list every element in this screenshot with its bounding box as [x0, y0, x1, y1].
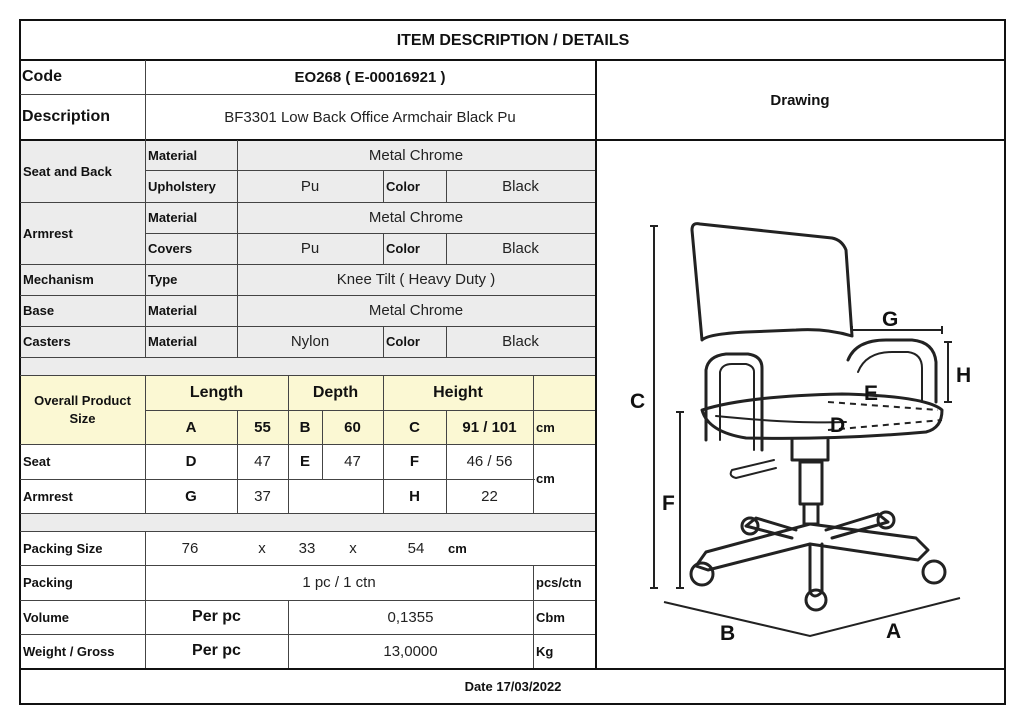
- length-header: Length: [189, 384, 244, 401]
- dim-c-value: 91 / 101: [462, 418, 517, 436]
- base-material-label: Material: [148, 303, 198, 318]
- armrest-color: Black: [502, 240, 539, 257]
- dim-label-a: A: [886, 620, 902, 643]
- dim-label-b: B: [720, 622, 736, 645]
- weight-label: Weight / Gross: [23, 643, 115, 659]
- packing-length: 76: [181, 539, 199, 557]
- packing-size-label: Packing Size: [23, 540, 103, 556]
- packing-size-unit: cm: [448, 540, 467, 556]
- page-title: ITEM DESCRIPTION / DETAILS: [396, 31, 630, 49]
- seat-front-edge: [716, 416, 846, 422]
- casters-color-label: Color: [386, 334, 420, 349]
- star-base-arms: [696, 524, 928, 570]
- packing-unit: pcs/ctn: [536, 575, 582, 590]
- description-label: Description: [22, 108, 111, 125]
- mechanism-type-label: Type: [148, 272, 178, 287]
- dim-h-letter: H: [409, 487, 420, 505]
- dim-g-letter: G: [185, 487, 197, 505]
- dim-label-g: G: [882, 308, 899, 331]
- base-material: Metal Chrome: [368, 302, 464, 319]
- armrest-covers: Pu: [300, 240, 320, 257]
- backrest-outline: [692, 224, 852, 340]
- volume-per: Per pc: [192, 608, 241, 625]
- casters-material-label: Material: [148, 334, 198, 349]
- gas-lift: [800, 462, 822, 504]
- armrest-size-label: Armrest: [23, 488, 73, 504]
- packing-width: 33: [298, 539, 316, 557]
- packing-label: Packing: [23, 575, 73, 590]
- casters-color: Black: [502, 333, 539, 350]
- dim-c-letter: C: [409, 418, 420, 436]
- overall-unit: cm: [536, 419, 555, 435]
- height-header: Height: [433, 384, 483, 401]
- mechanism-type: Knee Tilt ( Heavy Duty ): [336, 271, 496, 288]
- code-label: Code: [22, 68, 62, 85]
- casters-label: Casters: [23, 334, 71, 349]
- armrest-covers-label: Covers: [148, 241, 193, 256]
- mechanism-label: Mechanism: [23, 272, 94, 287]
- armrest-material: Metal Chrome: [368, 209, 464, 226]
- dim-g-value: 37: [254, 487, 271, 505]
- seat-back-label: Seat and Back: [23, 163, 112, 179]
- dim-d-letter: D: [185, 453, 197, 470]
- volume-unit: Cbm: [536, 609, 565, 625]
- packing-value: 1 pc / 1 ctn: [302, 574, 376, 591]
- footer-date: Date 17/03/2022: [464, 679, 562, 694]
- divider: [20, 513, 595, 514]
- code-value: EO268 ( E-00016921 ): [294, 68, 446, 86]
- caster-right: [923, 561, 945, 583]
- seat-back-color-label: Color: [386, 179, 420, 194]
- dim-line-e: [828, 402, 938, 410]
- description-value: BF3301 Low Back Office Armchair Black Pu: [224, 108, 516, 126]
- dim-h-value: 22: [481, 487, 498, 505]
- volume-value: 0,1355: [387, 608, 434, 626]
- seat-back-material-label: Material: [148, 148, 198, 163]
- tilt-lever: [731, 460, 776, 478]
- packing-x2: x: [349, 539, 357, 557]
- divider: [20, 357, 595, 358]
- caster-front: [806, 590, 826, 610]
- dim-b-value: 60: [344, 418, 361, 436]
- dim-line-ab: [664, 598, 960, 636]
- dim-label-d: D: [830, 414, 846, 437]
- seat-back-upholstery: Pu: [300, 178, 320, 195]
- dim-a-value: 55: [254, 418, 271, 436]
- base-label: Base: [23, 303, 55, 318]
- volume-label: Volume: [23, 609, 69, 625]
- seat-outline: [702, 394, 942, 438]
- seat-size-label: Seat: [23, 454, 51, 469]
- armrest-material-label: Material: [148, 210, 198, 225]
- casters-material: Nylon: [290, 333, 330, 350]
- seat-back-upholstery-label: Upholstery: [148, 179, 216, 194]
- dim-f-value: 46 / 56: [466, 453, 513, 470]
- dim-f-letter: F: [409, 453, 420, 470]
- dim-e-letter: E: [299, 453, 310, 470]
- weight-per: Per pc: [192, 642, 241, 659]
- dim-label-c: C: [630, 390, 646, 413]
- packing-height: 54: [407, 539, 425, 557]
- dim-label-h: H: [956, 364, 972, 387]
- dim-d-value: 47: [254, 453, 271, 470]
- dim-e-value: 47: [344, 453, 361, 470]
- drawing-label: Drawing: [770, 91, 830, 109]
- armrest-color-label: Color: [386, 241, 420, 256]
- star-base-front-arm: [810, 544, 822, 596]
- dim-label-f: F: [662, 492, 675, 515]
- overall-size-label: Overall Product Size: [34, 393, 131, 426]
- chair-drawing: [596, 140, 1005, 668]
- seat-unit: cm: [536, 471, 555, 486]
- weight-value: 13,0000: [383, 642, 438, 660]
- dim-label-e: E: [864, 382, 879, 405]
- packing-x1: x: [258, 539, 266, 557]
- armrest-label: Armrest: [23, 225, 73, 241]
- dim-a-letter: A: [185, 418, 197, 436]
- seat-back-material: Metal Chrome: [368, 147, 464, 164]
- depth-header: Depth: [312, 384, 359, 401]
- mechanism-box: [792, 440, 828, 460]
- weight-unit: Kg: [536, 643, 554, 659]
- dim-b-letter: B: [299, 418, 311, 436]
- gas-cylinder: [804, 504, 818, 524]
- caster-left: [691, 563, 713, 585]
- seat-back-color: Black: [502, 178, 539, 195]
